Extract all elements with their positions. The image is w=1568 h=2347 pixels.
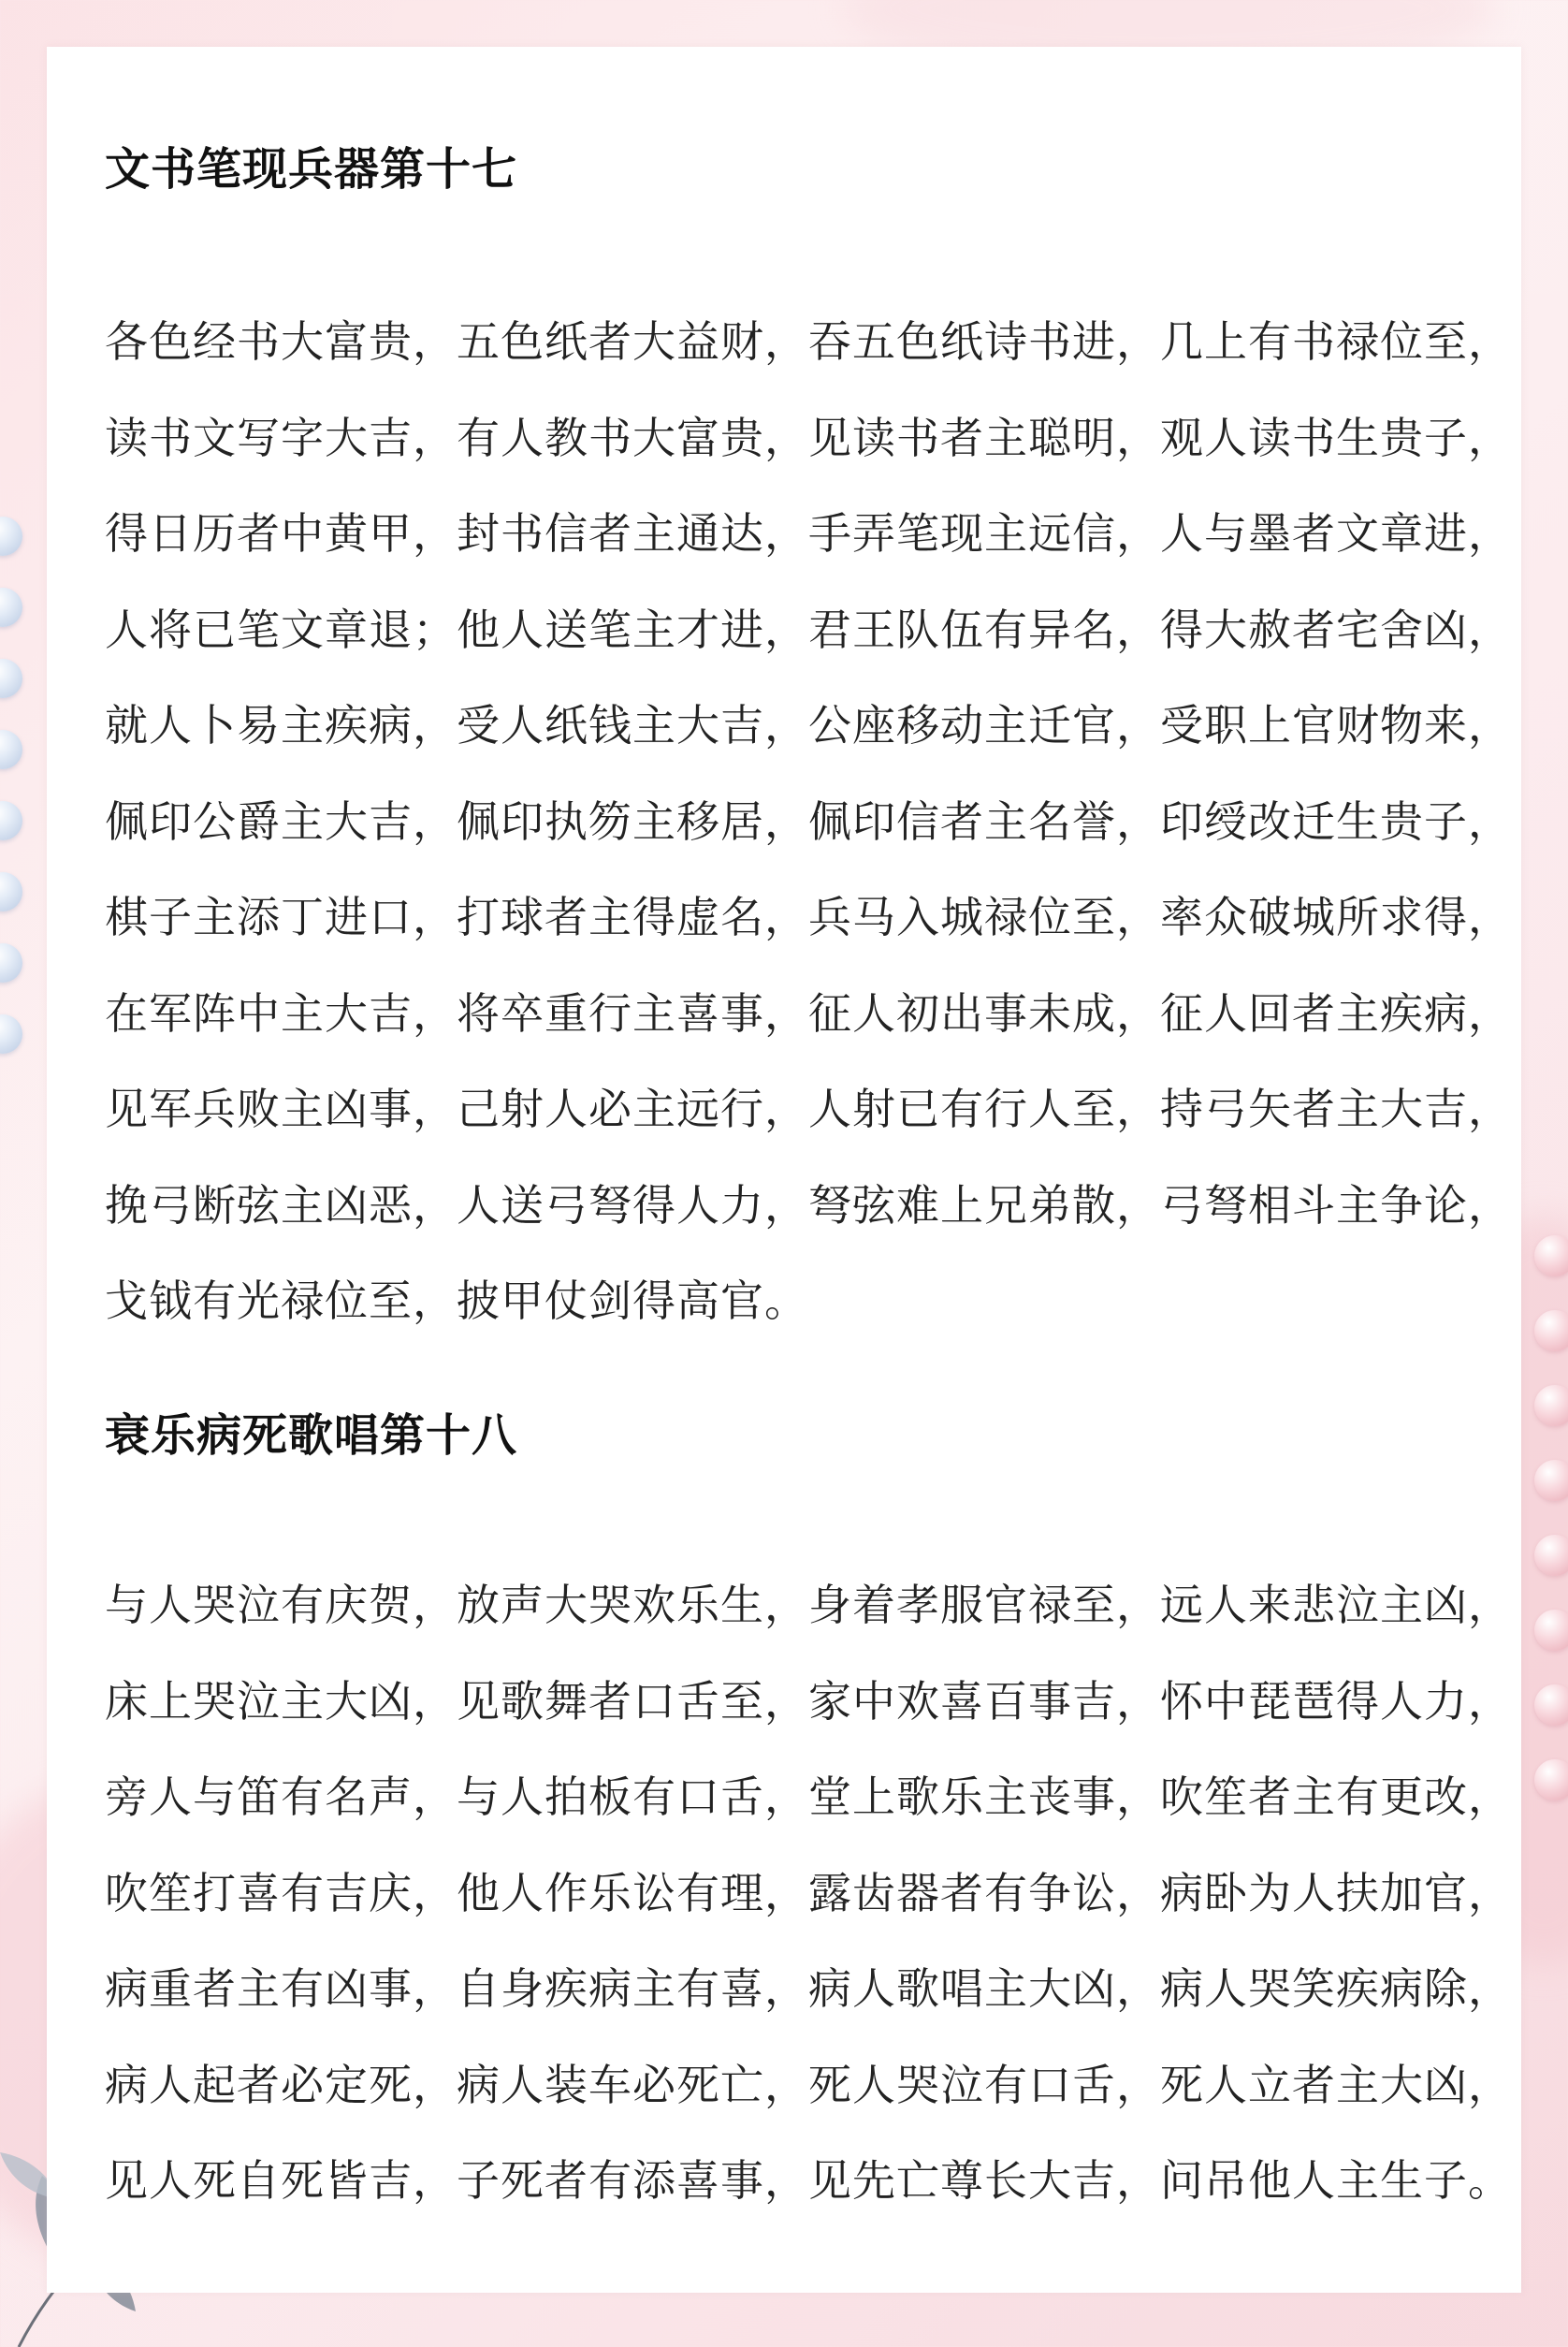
text-line: 就人卜易主疾病，受人纸钱主大吉，公座移动主迁官，受职上官财物来，	[105, 700, 1512, 751]
text-line: 与人哭泣有庆贺，放声大哭欢乐生，身着孝服官禄至，远人来悲泣主凶，	[105, 1580, 1512, 1630]
text-line: 得日历者中黄甲，封书信者主通达，手弄笔现主远信，人与墨者文章进，	[105, 508, 1512, 559]
text-line: 佩印公爵主大吉，佩印执笏主移居，佩印信者主名誉，印绶改迁生贵子，	[105, 795, 1512, 847]
text-line: 旁人与笛有名声，与人拍板有口舌，堂上歌乐主丧事，吹笙者主有更改，	[105, 1771, 1512, 1822]
text-line: 挽弓断弦主凶恶，人送弓弩得人力，弩弦难上兄弟散，弓弩相斗主争论，	[105, 1179, 1512, 1231]
text-line: 见人死自死皆吉，子死者有添喜事，见先亡尊长大吉，问吊他人主生子。	[105, 2155, 1512, 2206]
document-card	[47, 47, 1521, 2293]
section-title: 衰乐病死歌唱第十八	[105, 1409, 518, 1462]
text-line: 吹笙打喜有吉庆，他人作乐讼有理，露齿器者有争讼，病卧为人扶加官，	[105, 1867, 1512, 1918]
text-line: 人将已笔文章退；他人送笔主才进，君王队伍有异名，得大赦者宅舍凶，	[105, 604, 1512, 655]
text-line: 病人起者必定死，病人装车必死亡，死人哭泣有口舌，死人立者主大凶，	[105, 2059, 1512, 2110]
section-body	[105, 313, 1512, 1369]
text-line: 床上哭泣主大凶，见歌舞者口舌至，家中欢喜百事吉，怀中琵琶得人力，	[105, 1675, 1512, 1727]
text-line: 病重者主有凶事，自身疾病主有喜，病人歌唱主大凶，病人哭笑疾病除，	[105, 1963, 1512, 2014]
text-line: 读书文写字大吉，有人教书大富贵，见读书者主聪明，观人读书生贵子，	[105, 412, 1512, 463]
section-title: 文书笔现兵器第十七	[105, 143, 518, 196]
section-body	[105, 1577, 1512, 2249]
text-line: 各色经书大富贵，五色纸者大益财，吞五色纸诗书进，几上有书禄位至，	[105, 316, 1512, 367]
text-line: 见军兵败主凶事，己射人必主远行，人射已有行人至，持弓矢者主大吉，	[105, 1084, 1512, 1134]
text-line: 在军阵中主大吉，将卒重行主喜事，征人初出事未成，征人回者主疾病，	[105, 987, 1512, 1039]
text-line: 戈钺有光禄位至，披甲仗剑得高官。	[105, 1276, 808, 1326]
text-line: 棋子主添丁进口，打球者主得虚名，兵马入城禄位至，率众破城所求得，	[105, 892, 1512, 942]
